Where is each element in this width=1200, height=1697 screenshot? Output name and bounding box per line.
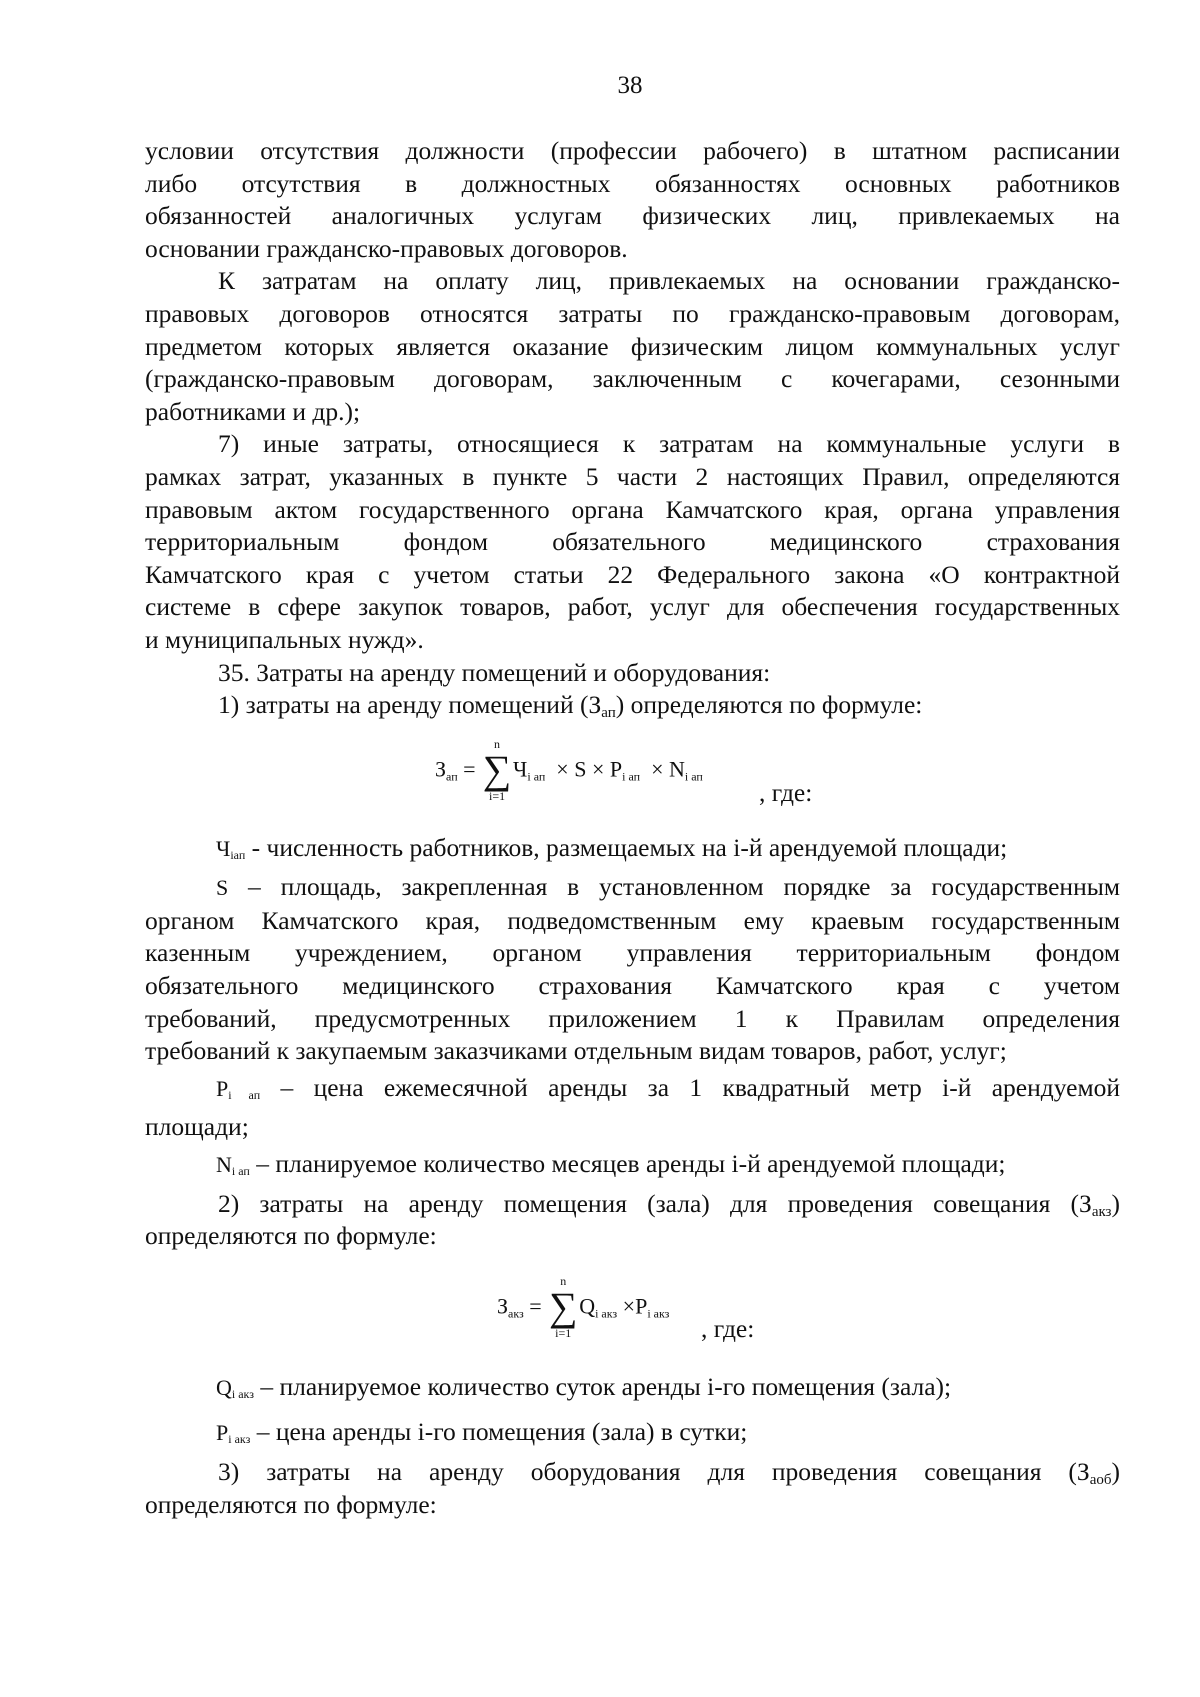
text-line: системе в сфере закупок товаров, работ, услуг для обеспечения государственных <box>145 592 1120 622</box>
definition-subscript: i ап <box>231 1164 250 1179</box>
definition-text: – планируемое количество месяцев аренды i-й арендуемой площади; <box>249 1149 1006 1179</box>
formula-operator: = <box>529 1293 542 1319</box>
sigma-icon: ∑ <box>482 746 512 792</box>
formula-symbol: P <box>635 1293 648 1319</box>
text-line: Камчатского края с учетом статьи 22 Федерального закона «О контрактной <box>145 559 1120 589</box>
paragraph-rent-hall <box>145 1188 1120 1253</box>
formula-subscript: i ап <box>684 769 703 784</box>
text-line: К затратам на оплату лиц, привлекаемых на основании гражданско- <box>218 266 1120 296</box>
paragraph-rent-premises <box>145 689 1120 722</box>
text-line <box>145 1188 1120 1221</box>
text-fragment: 2) затраты на аренду помещения (зала) для проведения совещания (З <box>218 1188 1092 1218</box>
definition-text: – планируемое количество суток аренды i-го помещения (зала); <box>253 1371 952 1401</box>
definition-symbol: N <box>216 1152 232 1178</box>
document-body <box>145 135 1120 1521</box>
formula-subscript: i ап <box>622 769 641 784</box>
text-fragment: 1) затраты на аренду помещений (З <box>218 690 602 720</box>
text-line: казенным учреждением, органом управления территориальным фондом <box>145 938 1120 968</box>
formula-operator: = <box>463 756 476 782</box>
text-line: предметом которых является оказание физическим лицом коммунальных услуг <box>145 331 1120 361</box>
definition-text: - численность работников, размещаемых на i-й арендуемой площади; <box>245 832 1008 862</box>
definition-subscript: iап <box>230 847 246 862</box>
definition-price-per-meter <box>145 1072 1120 1112</box>
paragraph-2 <box>145 265 1120 428</box>
formula-expression <box>497 1273 670 1340</box>
formula-symbol: З <box>497 1293 509 1319</box>
text-line: работниками и др.); <box>145 396 361 426</box>
text-line: обязательного медицинского страхования Камчатского края с учетом <box>145 971 1120 1001</box>
paragraph-3 <box>145 428 1120 656</box>
text-line: определяются по формуле: <box>145 1221 437 1251</box>
sum-upper-limit: n <box>560 1273 567 1288</box>
formula-rent-hall <box>145 1253 1120 1371</box>
text-fragment: ) определяются по формуле: <box>615 690 923 720</box>
definition-symbol: Q <box>216 1374 232 1400</box>
formula-operator: × <box>622 1293 636 1319</box>
subscript: ап <box>601 705 616 722</box>
sigma-icon: ∑ <box>548 1283 578 1329</box>
text-line: 7) иные затраты, относящиеся к затратам на коммунальные услуги в <box>218 429 1120 459</box>
formula-where-label: , где: <box>759 777 813 807</box>
formula-2-definitions <box>145 1371 1120 1456</box>
text-line: требований, предусмотренных приложением 1 к Правилам определения <box>145 1003 1120 1033</box>
definition-text: – цена аренды i-го помещения (зала) в сутки; <box>250 1417 748 1447</box>
definition-headcount <box>145 832 1120 872</box>
text-fragment: ) <box>1111 1188 1120 1218</box>
text-line: 35. Затраты на аренду помещений и оборудования: <box>218 657 771 687</box>
text-line: территориальным фондом обязательного медицинского страхования <box>145 527 1120 557</box>
text-line: обязанностей аналогичных услугам физических лиц, привлекаемых на <box>145 201 1120 231</box>
sum-lower-limit: i=1 <box>488 788 506 803</box>
definition-area <box>145 871 1120 905</box>
formula-1-definitions <box>145 832 1120 1188</box>
formula-symbol: N <box>669 756 685 782</box>
subscript: аоб <box>1089 1472 1112 1488</box>
page-number: 38 <box>617 72 643 99</box>
text-line: требований к закупаемым заказчиками отдельным видам товаров, работ, услуг; <box>145 1036 1007 1066</box>
text-line: площади; <box>145 1112 249 1142</box>
text-line: правовым актом государственного органа Камчатского края, органа управления <box>145 494 1120 524</box>
formula-symbol: S <box>574 756 587 782</box>
definition-symbol: Ч <box>216 835 231 861</box>
formula-where-label: , где: <box>701 1313 755 1343</box>
text-line: и муниципальных нужд». <box>145 624 424 654</box>
formula-subscript: ап <box>446 769 458 784</box>
text-line: органом Камчатского края, подведомственным ему краевым государственным <box>145 905 1120 935</box>
formula-symbol: Ч <box>513 756 528 782</box>
formula-symbol: P <box>609 756 623 782</box>
definition-symbol: P <box>216 1075 229 1101</box>
definition-subscript: i акз <box>228 1432 251 1447</box>
formula-subscript: акз <box>508 1306 524 1321</box>
text-line: определяются по формуле: <box>145 1489 437 1519</box>
definition-text: – цена ежемесячной аренды за 1 квадратный метр i-й арендуемой <box>260 1072 1120 1102</box>
definition-symbol: P <box>216 1420 229 1446</box>
text-line: основании гражданско-правовых договоров. <box>145 233 628 263</box>
formula-expression <box>435 736 703 803</box>
paragraph-1 <box>145 135 1120 265</box>
text-line <box>145 1456 1120 1489</box>
formula-subscript: i акз <box>595 1306 618 1321</box>
definition-daily-price <box>145 1416 1120 1456</box>
text-line: рамках затрат, указанных в пункте 5 части 2 настоящих Правил, определяются <box>145 461 1120 491</box>
text-line <box>145 689 1120 722</box>
text-line: (гражданско-правовым договорам, заключенным с кочегарами, сезонными <box>145 364 1120 394</box>
definition-subscript: i ап <box>228 1087 261 1102</box>
formula-subscript: i ап <box>527 769 546 784</box>
text-line: правовых договоров относятся затраты по гражданско-правовым договорам, <box>145 298 1120 328</box>
definition-symbol: S <box>216 875 229 901</box>
formula-operator: × <box>556 756 569 782</box>
formula-symbol: Q <box>579 1293 596 1319</box>
text-line: условии отсутствия должности (профессии рабочего) в штатном расписании <box>145 136 1120 165</box>
text-line: либо отсутствия в должностных обязанностях основных работников <box>145 168 1120 198</box>
text-fragment: 3) затраты на аренду оборудования для проведения совещания (З <box>218 1457 1090 1486</box>
section-heading-35 <box>145 657 1120 690</box>
subscript: акз <box>1091 1203 1112 1220</box>
definition-months <box>145 1148 1120 1188</box>
definition-days <box>145 1371 1120 1411</box>
formula-subscript: i акз <box>647 1306 670 1321</box>
summation-sign <box>481 736 513 803</box>
definition-text: – площадь, закрепленная в установленном порядке за государственным <box>228 872 1120 902</box>
summation-sign <box>547 1273 579 1340</box>
definition-subscript: i акз <box>231 1386 254 1401</box>
formula-symbol: З <box>435 756 447 782</box>
paragraph-rent-equipment <box>145 1456 1120 1521</box>
sum-upper-limit: n <box>494 736 501 751</box>
formula-operator: × <box>591 756 605 782</box>
formula-rent-premises <box>145 722 1120 832</box>
formula-operator: × <box>651 756 664 782</box>
text-fragment: ) <box>1111 1457 1120 1486</box>
sum-lower-limit: i=1 <box>555 1325 572 1340</box>
